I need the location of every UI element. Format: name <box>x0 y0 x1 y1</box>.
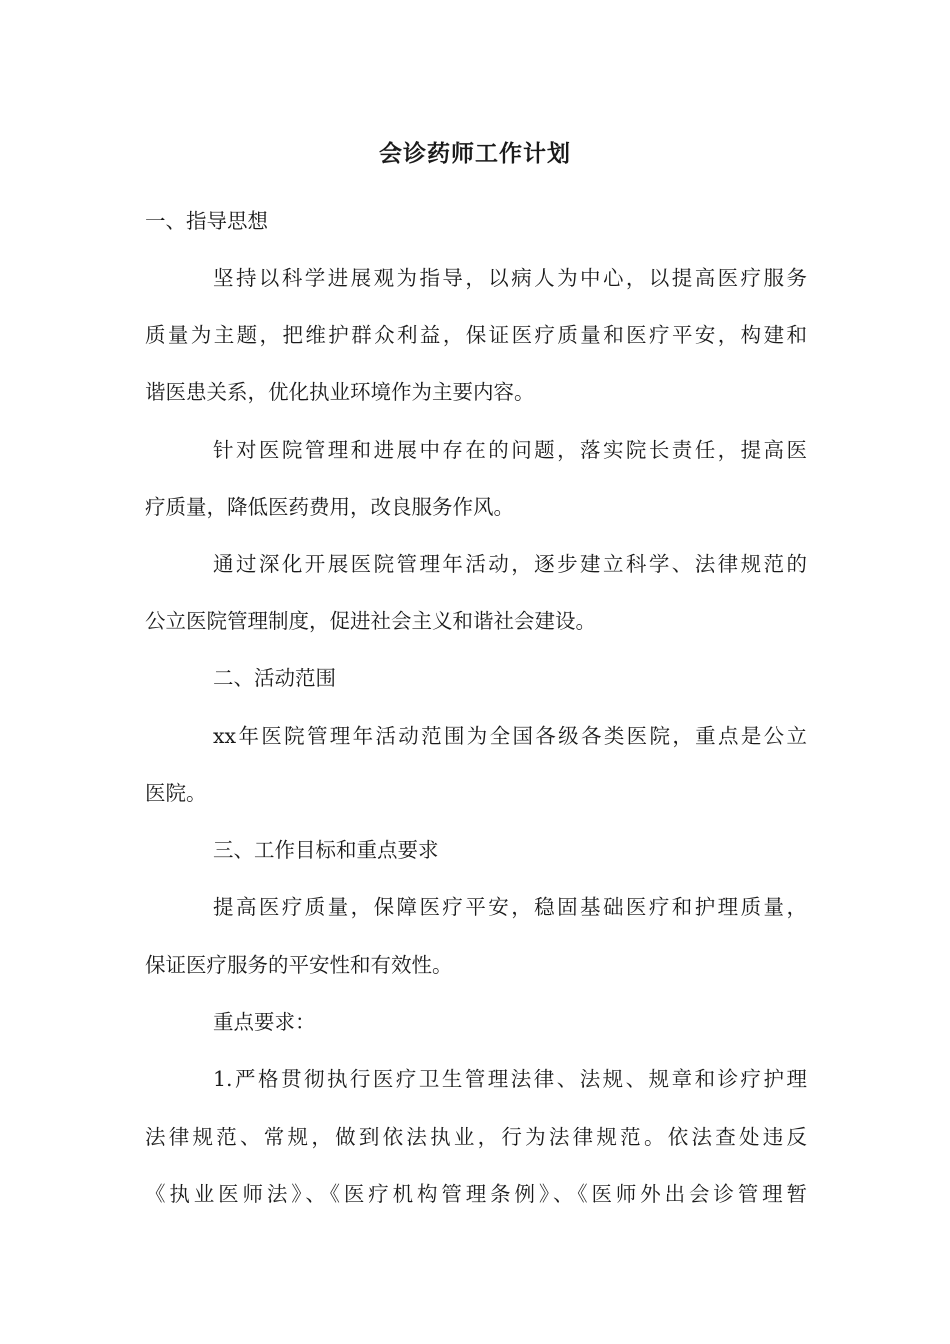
paragraph-line: 1.严格贯彻执行医疗卫生管理法律、法规、规章和诊疗护理 <box>213 1067 807 1091</box>
paragraph-line: 坚持以科学进展观为指导，以病人为中心，以提高医疗服务 <box>213 266 807 290</box>
paragraph-line: 疗质量，降低医药费用，改良服务作风。 <box>145 495 514 519</box>
paragraph-line: 重点要求： <box>213 1010 316 1034</box>
paragraph-line: 谐医患关系，优化执业环境作为主要内容。 <box>145 380 535 404</box>
paragraph-line: 提高医疗质量，保障医疗平安，稳固基础医疗和护理质量， <box>213 895 807 919</box>
paragraph-line: 通过深化开展医院管理年活动，逐步建立科学、法律规范的 <box>213 552 807 576</box>
paragraph-line: 质量为主题，把维护群众利益，保证医疗质量和医疗平安，构建和 <box>145 323 807 347</box>
paragraph-line: 针对医院管理和进展中存在的问题，落实院长责任，提高医 <box>213 438 807 462</box>
paragraph-line: 公立医院管理制度，促进社会主义和谐社会建设。 <box>145 609 596 633</box>
section-heading: 三、工作目标和重点要求 <box>213 838 439 862</box>
paragraph-line: 《执业医师法》、《医疗机构管理条例》、《医师外出会诊管理暂 <box>145 1182 807 1206</box>
paragraph-line: 医院。 <box>145 781 207 805</box>
section-heading: 一、指导思想 <box>145 209 268 233</box>
paragraph-line: 保证医疗服务的平安性和有效性。 <box>145 953 453 977</box>
document-title: 会诊药师工作计划 <box>379 140 571 167</box>
paragraph-line: 法律规范、常规，做到依法执业，行为法律规范。依法查处违反 <box>145 1125 807 1149</box>
paragraph-line: xx年医院管理年活动范围为全国各级各类医院，重点是公立 <box>213 724 807 748</box>
section-heading: 二、活动范围 <box>213 666 336 690</box>
